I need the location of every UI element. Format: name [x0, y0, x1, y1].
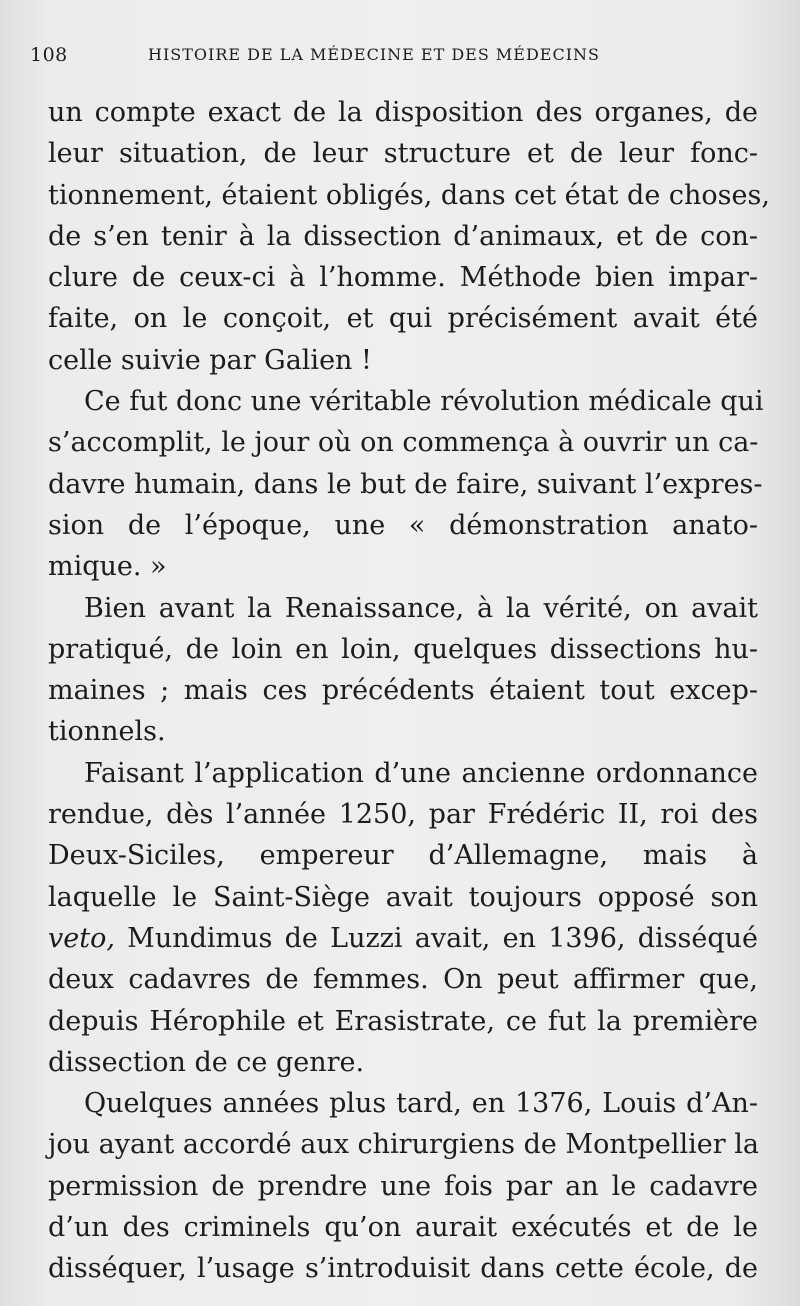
text-line: rendue, dès l’année 1250, par Frédéric II, roi des	[48, 799, 758, 831]
text-line: disséquer, l’usage s’introduisit dans cette école, de	[48, 1253, 758, 1285]
text-line: permission de prendre une fois par an le cadavre	[48, 1170, 758, 1202]
text-line: tionnement, étaient obligés, dans cet état de choses,	[48, 179, 770, 211]
text-line: clure de ceux-ci à l’homme. Méthode bien impar-	[48, 262, 758, 294]
text-line: s’accomplit, le jour où on commença à ouvrir un ca-	[48, 427, 759, 459]
text-line: deux cadavres de femmes. On peut affirmer que,	[48, 964, 758, 996]
paragraph-start-line: Faisant l’application d’une ancienne ordonnance	[84, 757, 758, 789]
paragraph-start-line: Quelques années plus tard, en 1376, Louis d’An-	[84, 1088, 758, 1120]
text-line: maines ; mais ces précédents étaient tout excep-	[48, 675, 758, 707]
text-line: sion de l’époque, une « démonstration anato-	[48, 509, 758, 541]
text-line: de s’en tenir à la dissection d’animaux, et de con-	[48, 220, 758, 252]
text-line: davre humain, dans le but de faire, suivant l’expres-	[48, 468, 763, 500]
text-line: laquelle le Saint-Siège avait toujours opposé son	[48, 881, 758, 913]
paragraph-start-line: Ce fut donc une véritable révolution médicale qui	[84, 386, 764, 418]
text-line: faite, on le conçoit, et qui précisément avait été	[48, 303, 758, 335]
text-line: un compte exact de la disposition des organes, de	[48, 97, 758, 128]
italic-word: veto,	[48, 922, 115, 954]
text-line: Deux-Siciles, empereur d’Allemagne, mais à	[48, 840, 758, 872]
text-line: leur situation, de leur structure et de leur fonc-	[48, 138, 758, 170]
text-line	[48, 918, 758, 959]
line-remainder: Mundimus de Luzzi avait, en 1396, disséqué	[114, 922, 758, 954]
text-line: jou ayant accordé aux chirurgiens de Montpellier la	[48, 1129, 759, 1161]
text-line: dissection de ce genre.	[48, 1046, 365, 1078]
text-line: pratiqué, de loin en loin, quelques dissections hu-	[48, 633, 758, 665]
text-line: depuis Hérophile et Erasistrate, ce fut la première	[48, 1005, 758, 1037]
text-line: tionnels.	[48, 716, 166, 748]
page-number: 108	[30, 44, 68, 66]
text-line: celle suivie par Galien !	[48, 344, 372, 376]
paragraph-start-line: Bien avant la Renaissance, à la vérité, on avait	[84, 592, 758, 624]
body-text	[48, 92, 770, 1290]
text-line: mique. »	[48, 551, 167, 583]
running-head	[30, 44, 770, 74]
text-line: d’un des criminels qu’on aurait exécutés et de le	[48, 1212, 758, 1244]
running-title: HISTOIRE DE LA MÉDECINE ET DES MÉDECINS	[148, 45, 600, 64]
